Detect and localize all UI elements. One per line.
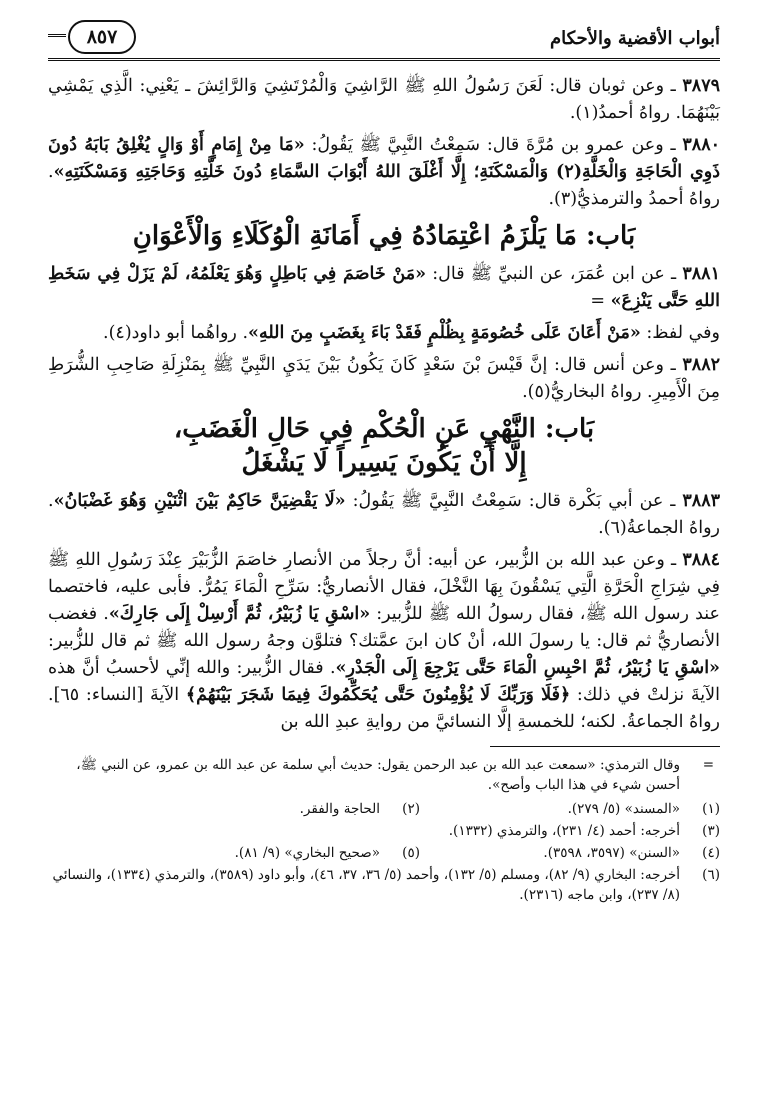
footnote-item	[420, 843, 720, 863]
header-rule-ornament	[48, 34, 66, 40]
hadith-3881	[48, 261, 720, 315]
footnote-number: (٤)	[702, 845, 720, 861]
footnote-text: الحاجة والفقر.	[299, 801, 380, 817]
hadith-text: وفي لفظ:	[640, 323, 720, 343]
footnote-text: أخرجه: البخاري (٩/ ٨٢)، ومسلم (٥/ ١٣٢)، وأحمد (٥/ ٣٦، ٣٧، ٤٦)، وأبو داود (٣٥٨٩)، والترمذي (١٣٣٤)، والنسائي (٨/ ٢٣٧)، وابن ماجه (٢٣١٦).	[52, 867, 680, 903]
page-body	[48, 61, 720, 905]
hadith-3881-variant	[48, 320, 720, 347]
footnote-item	[420, 799, 720, 819]
chapter-title: أبواب الأقضية والأحكام	[549, 28, 720, 49]
footnote-number: (٦)	[702, 867, 720, 883]
quran-verse: ﴿فَلَا وَرَبِّكَ لَا يُؤْمِنُونَ حَتَّى يُحَكِّمُوكَ فِيمَا شَجَرَ بَيْنَهُمْ﴾	[185, 685, 571, 705]
footnote-item	[120, 799, 420, 819]
hadith-quote: «اسْقِ يَا زُبَيْرُ، ثُمَّ أَرْسِلْ إِلَى جَارِكَ»	[108, 604, 371, 624]
continuation-mark: =	[590, 291, 611, 311]
footnote-row	[48, 821, 720, 841]
hadith-source: . رواهُ أحمدُ والترمذيُّ(٣).	[48, 162, 720, 209]
hadith-text: ـ عن أبي بَكْرة قال: سَمِعْتُ النَّبِيَّ ﷺ يَقُولُ:	[345, 491, 683, 511]
hadith-source: . رواهُما أبو داود(٤).	[103, 323, 249, 343]
footnote-item	[420, 821, 720, 841]
hadith-source: الآيةَ [النساء: ٦٥]. رواهُ الجماعةُ. لكنه؛ للخمسةِ إلَّا النسائيَّ من روايةِ عبدِ الله بن	[48, 685, 720, 732]
footnote-row	[48, 843, 720, 863]
continuation-mark: =	[702, 757, 714, 773]
footnote-divider	[490, 746, 720, 747]
hadith-3883	[48, 488, 720, 542]
chapter-heading-line: بَاب: النَّهْيِ عَنِ الْحُكْمِ فِي حَالِ الْغَضَبِ،	[173, 414, 595, 444]
hadith-source: . رواهُ الجماعةُ(٦).	[48, 491, 720, 538]
footnote-number: (٢)	[402, 801, 420, 817]
hadith-quote: «مَا مِنْ إِمَامٍ أَوْ وَالٍ يُغْلِقُ بَابَهُ دُونَ ذَوِي الْحَاجَةِ وَالْخَلَّةِ(٢) وَالْمَسْكَنَةِ؛ إِلَّا أَغْلَقَ اللهُ أَبْوَابَ السَّمَاءِ دُونَ خَلَّتِهِ وَحَاجَتِهِ وَمَسْكَنَتِهِ»	[48, 135, 720, 182]
page-number: ٨٥٧	[68, 20, 136, 54]
hadith-number: ٣٨٨٣	[682, 491, 720, 511]
hadith-text: ـ عن ابن عُمَرَ، عن النبيِّ ﷺ قال:	[426, 264, 683, 284]
footnote-number: (٣)	[702, 823, 720, 839]
footnote-number: (٥)	[402, 845, 420, 861]
hadith-number: ٣٨٨٤	[682, 550, 720, 570]
hadith-number: ٣٨٨٢	[682, 355, 720, 375]
chapter-heading	[48, 412, 720, 480]
book-page	[48, 18, 720, 1098]
hadith-3880	[48, 132, 720, 213]
hadith-number: ٣٨٧٩	[682, 76, 720, 96]
hadith-3879	[48, 73, 720, 127]
footnote-text: وقال الترمذي: «سمعت عبد الله بن عبد الرحمن يقول: حديث أبي سلمة عن عبد الله بن عمرو، عن النبي ﷺ، أحسن شيء في هذا الباب وأصح».	[76, 757, 680, 793]
hadith-quote: «مَنْ أَعَانَ عَلَى خُصُومَةٍ بِظُلْمٍ فَقَدْ بَاءَ بِغَضَبٍ مِنَ اللهِ»	[248, 323, 641, 343]
footnote-row	[48, 799, 720, 819]
hadith-text: ـ وعن عمرو بن مُرَّةَ قال: سَمِعْتُ النَّبِيَّ ﷺ يَقُولُ:	[304, 135, 683, 155]
footnote-text: «صحيح البخاري» (٩/ ٨١).	[234, 845, 380, 861]
chapter-heading-line: إِلَّا أَنْ يَكُونَ يَسِيراً لَا يَشْغَلُ	[241, 448, 527, 478]
hadith-text: ـ وعن ثوبان قال: لَعَنَ رَسُولُ اللهِ ﷺ الرَّاشِيَ وَالْمُرْتَشِيَ وَالرَّائِشَ ـ يَعْنِي: الَّذِي يَمْشِي بَيْنَهُمَا. رواهُ أحمدُ(١).	[48, 76, 720, 123]
hadith-quote: «لَا يَقْضِيَنَّ حَاكِمٌ بَيْنَ اثْنَيْنِ وَهُوَ غَضْبَانُ»	[53, 491, 346, 511]
hadith-3882	[48, 352, 720, 406]
chapter-heading: بَاب: مَا يَلْزَمُ اعْتِمَادُهُ فِي أَمَانَةِ الْوُكَلَاءِ وَالْأَعْوَانِ	[132, 221, 636, 251]
footnote-row	[48, 865, 720, 905]
hadith-text: . فغضب الأنصاريُّ ثم قال: يا رسولَ الله، أنْ كان ابنَ عمَّتك؟ فتلوَّن وجهُ رسول الله ﷺ ثم قال للزُّبير:	[48, 604, 720, 651]
footnote-number: (١)	[702, 801, 720, 817]
footnote-item	[48, 865, 720, 905]
footnote-text: أخرجه: أحمد (٤/ ٢٣١)، والترمذي (١٣٣٢).	[448, 823, 680, 839]
hadith-quote: «مَنْ خَاصَمَ فِي بَاطِلٍ وَهُوَ يَعْلَمُهُ، لَمْ يَزَلْ فِي سَخَطِ اللهِ حَتَّى يَنْزِعَ»	[48, 264, 720, 311]
hadith-text: . فقال الزُّبير: والله إنِّي لأحسبُ أنَّ هذه الآيةَ نزلتْ في ذلك:	[48, 658, 720, 705]
footnote-text: «السنن» (٣٥٩٧، ٣٥٩٨).	[543, 845, 680, 861]
footnote-item	[120, 843, 420, 863]
hadith-number: ٣٨٨٠	[682, 135, 720, 155]
footnote-continuation	[48, 755, 720, 795]
running-header	[48, 18, 720, 61]
hadith-text: ـ وعن أنس قال: إنَّ قَيْسَ بْنَ سَعْدٍ كَانَ يَكُونُ بَيْنَ يَدَيِ النَّبِيِّ ﷺ بِمَنْزِلَةِ صَاحِبِ الشُّرَطِ مِنَ الْأَمِيرِ. رواهُ البخاريُّ(٥).	[48, 355, 720, 402]
hadith-number: ٣٨٨١	[682, 264, 720, 284]
footnote-text: «المسند» (٥/ ٢٧٩).	[567, 801, 680, 817]
footnotes	[48, 755, 720, 905]
hadith-text: ـ وعن عبد الله بن الزُّبير، عن أبيه: أنَّ رجلاً من الأنصارِ خاصَمَ الزُّبَيْرَ عِنْدَ رَسُولِ اللهِ ﷺ فِي شِرَاجِ الْحَرَّةِ الَّتِي يَسْقُونَ بِهَا النَّخْلَ، فقال الأنصاريُّ: سَرِّحِ الْمَاءَ يَمُرُّ. فأبى عليه، فاختصما عند رسول الله ﷺ، فقال رسولُ الله ﷺ للزُّبير:	[48, 550, 720, 624]
hadith-quote: «اسْقِ يَا زُبَيْرُ، ثُمَّ احْبِسِ الْمَاءَ حَتَّى يَرْجِعَ إِلَى الْجَدْرِ»	[335, 658, 720, 678]
hadith-3884	[48, 547, 720, 736]
